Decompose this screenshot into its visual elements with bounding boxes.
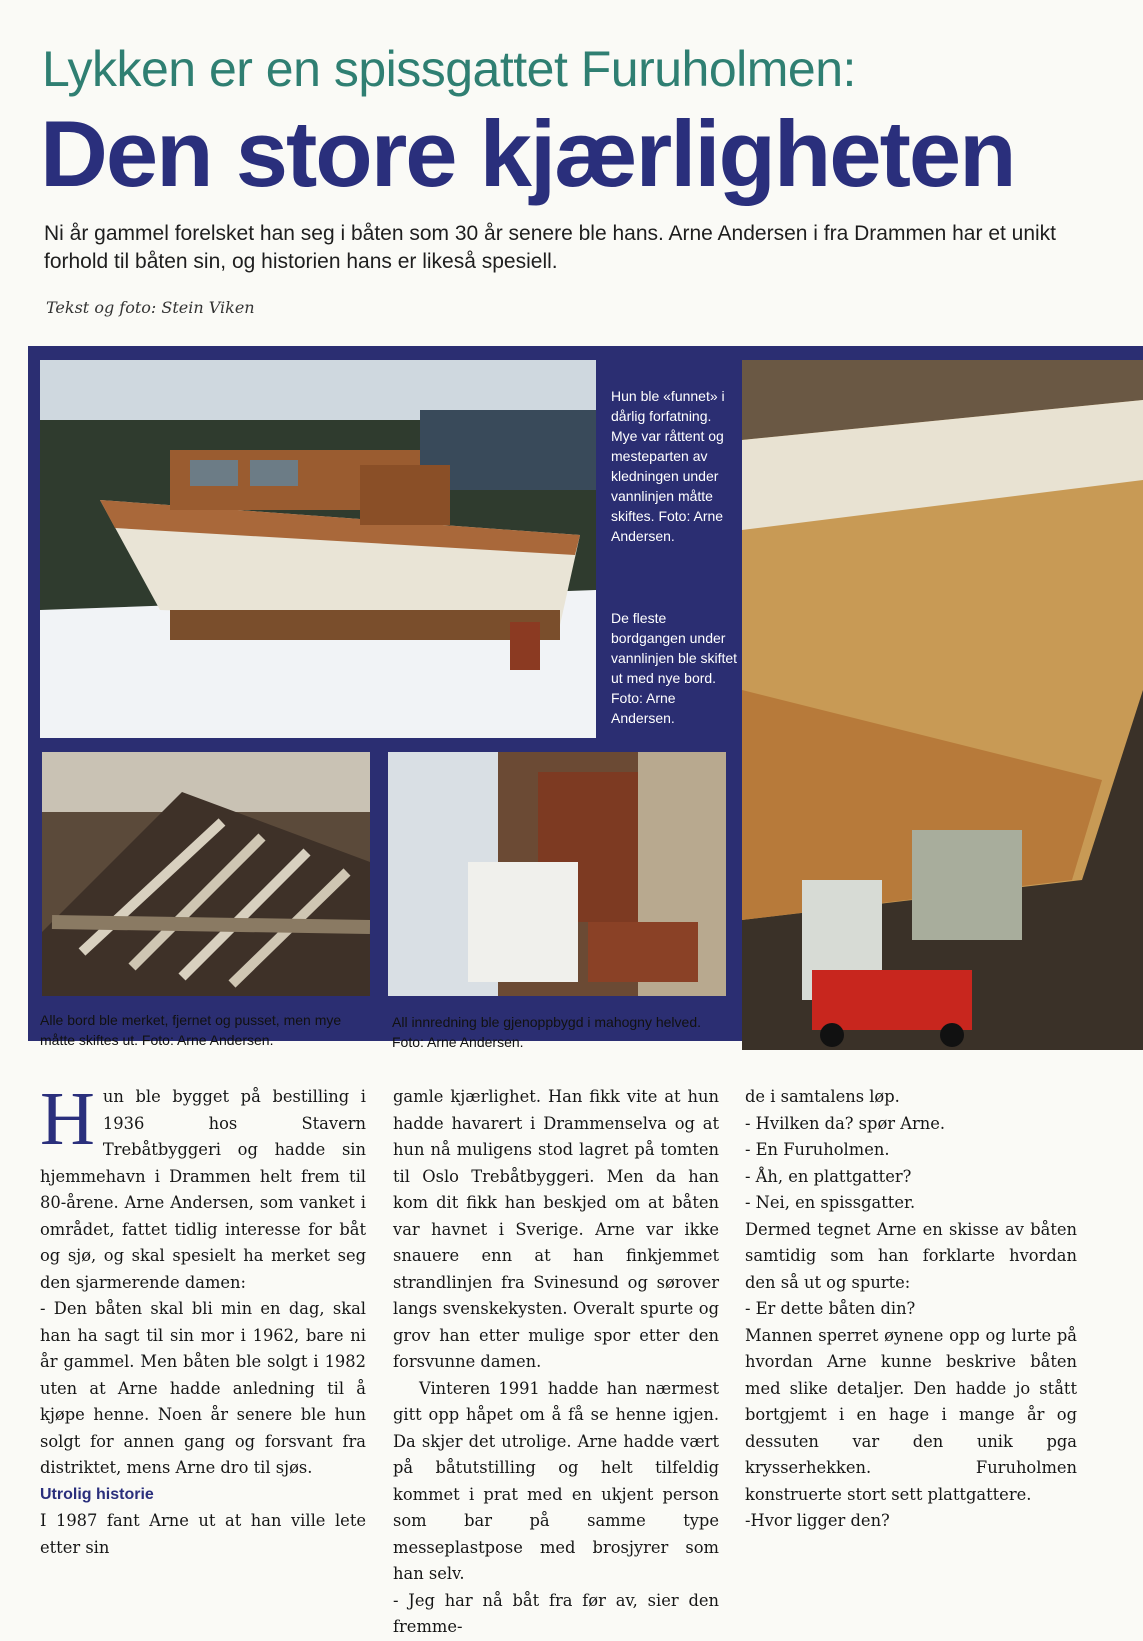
paragraph: gamle kjærlighet. Han fikk vite at hun hadde havarert i Drammenselva og at hun nå muligens stod lagret på tomten til Oslo Trebåtbyggeri. Men da han kom dit fikk han beskjed om at båten var havnet i Sverige. Arne var ikke snauere enn at han finkjemmet strandlinjen fra Svinesund og sørover langs svenskekysten. Overalt spurte og grov han etter mulige spor etter den forsvunne damen.: [393, 1087, 719, 1371]
body-column-3: [745, 1084, 1077, 1535]
paragraph: Dermed tegnet Arne en skisse av båten samtidig som han forklarte hvordan den så ut og spurte:: [745, 1219, 1077, 1292]
caption-planks-replaced: De fleste bordgangen under vannlinjen ble skiftet ut med nye bord. Foto: Arne Andersen.: [611, 610, 738, 726]
photo-hull-in-shed: [742, 360, 1143, 1050]
paragraph: Mannen sperret øynene opp og lurte på hvordan Arne kunne beskrive båten med slike detaljer. Den hadde jo stått bortgjemt i en hage i mange år og dessuten var den unik pga krysserhekken. Furuholmen konstruerte stort sett plattgattere.: [745, 1325, 1077, 1504]
paragraph: - Jeg har nå båt fra før av, sier den fremme-: [393, 1590, 719, 1636]
article-headline: Den store kjærligheten: [40, 101, 1015, 206]
drop-cap: H: [40, 1077, 95, 1161]
paragraph: un ble bygget på bestilling i 1936 hos Stavern Trebåtbyggeri og hadde sin hjemmehavn i Drammen helt frem til 80-årene. Arne Andersen, som vanket i området, fattet tidlig interesse for båt og sjø, og skal spesielt ha merket seg den sjarmerende damen:: [40, 1087, 366, 1292]
paragraph: - Hvilken da? spør Arne.: [745, 1113, 946, 1133]
paragraph: - En Furuholmen.: [745, 1140, 890, 1159]
paragraph: -Hvor ligger den?: [745, 1511, 890, 1530]
paragraph: Vinteren 1991 hadde han nærmest gitt opp håpet om å få se henne igjen. Da skjer det utrolige. Arne hadde vært på båtutstilling og helt tilfeldig kommet i prat med en ukjent person som bar på samme type messeplastpose med brosjyrer som han selv.: [393, 1378, 719, 1583]
paragraph: - Den båten skal bli min en dag, skal han ha sagt til sin mor i 1962, bare ni år gammel. Men båten ble solgt i 1982 uten at Arne hadde anledning til å kjøpe henne. Noen år senere ble hun solgt for annen gang og forsvant fra distriktet, mens Arne dro til sjøs.: [40, 1299, 366, 1477]
paragraph: de i samtalens løp.: [745, 1087, 900, 1106]
photo-boat-in-snow: [40, 360, 596, 738]
caption-boat-found: Hun ble «funnet» i dårlig forfatning. Mye var råttent og mesteparten av kledningen under vannlinjen måtte skiftes. Foto: Arne Andersen.: [611, 388, 725, 544]
section-subhead: Utrolig historie: [40, 1485, 154, 1503]
body-column-2: [393, 1084, 719, 1641]
photo-mahogany-interior: [388, 752, 726, 996]
caption-planks-marked: Alle bord ble merket, fjernet og pusset, men mye måtte skiftes ut. Foto: Arne Andersen.: [40, 1012, 342, 1048]
caption-interior-rebuilt: All innredning ble gjenoppbygd i mahogny helved. Foto: Arne Andersen.: [392, 1014, 701, 1050]
article-lead: Ni år gammel forelsket han seg i båten som 30 år senere ble hans. Arne Andersen i fra Drammen har et unikt forhold til båten sin, og historien hans er likeså spesiell.: [44, 222, 1057, 273]
paragraph: I 1987 fant Arne ut at han ville lete etter sin: [40, 1511, 366, 1557]
body-column-1: [40, 1077, 366, 1561]
article-byline: Tekst og foto: Stein Viken: [46, 298, 255, 317]
article-kicker: Lykken er en spissgattet Furuholmen:: [42, 41, 856, 97]
photo-hull-frames: [42, 752, 370, 996]
paragraph: - Nei, en spissgatter.: [745, 1193, 916, 1212]
paragraph: - Er dette båten din?: [745, 1299, 916, 1318]
paragraph: - Åh, en plattgatter?: [745, 1166, 912, 1186]
